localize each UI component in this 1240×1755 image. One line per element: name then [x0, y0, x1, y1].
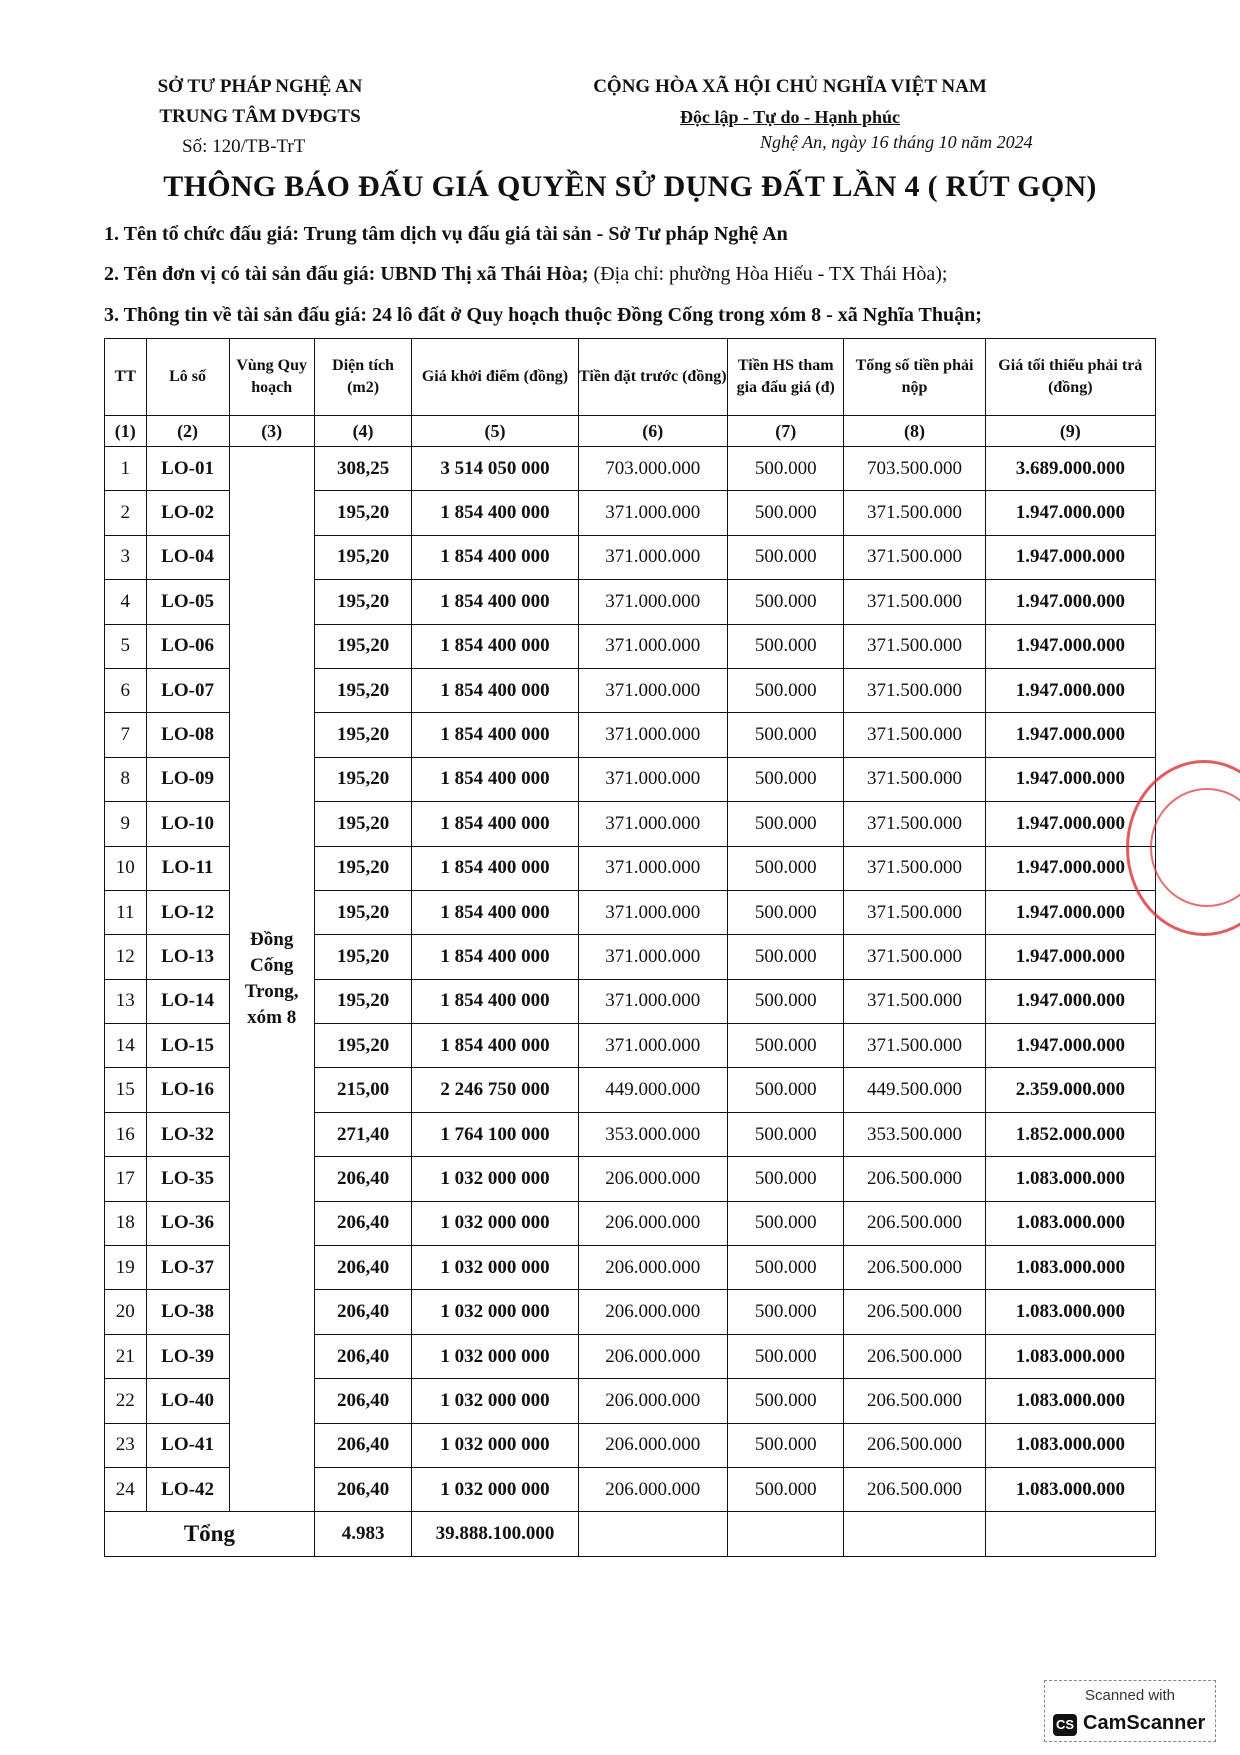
area-cell: 206,40 — [314, 1157, 412, 1201]
minimum-price-cell: 1.947.000.000 — [985, 713, 1155, 757]
lot-number-cell: LO-07 — [146, 668, 229, 712]
minimum-price-cell: 1.947.000.000 — [985, 846, 1155, 890]
col-number: (2) — [146, 416, 229, 447]
area-cell: 271,40 — [314, 1112, 412, 1156]
info-item-1 — [104, 223, 788, 246]
col-header-zone: Vùng Quy hoạch — [229, 339, 314, 416]
column-number-row — [105, 416, 1156, 447]
row-number-cell: 17 — [105, 1157, 147, 1201]
col-number: (4) — [314, 416, 412, 447]
lot-number-cell: LO-41 — [146, 1423, 229, 1467]
lot-number-cell: LO-32 — [146, 1112, 229, 1156]
deposit-cell: 371.000.000 — [578, 802, 728, 846]
col-header-total-pay: Tổng số tiền phải nộp — [844, 339, 985, 416]
total-payable-cell: 371.500.000 — [844, 846, 985, 890]
application-fee-cell: 500.000 — [728, 668, 844, 712]
row-number-cell: 12 — [105, 935, 147, 979]
total-row — [105, 1512, 1156, 1557]
info-item-2-value: (Địa chỉ: phường Hòa Hiếu - TX Thái Hòa); — [593, 263, 948, 285]
col-number: (3) — [229, 416, 314, 447]
info-item-2-label: 2. Tên đơn vị có tài sản đấu giá: UBND Thị xã Thái Hòa; — [104, 263, 589, 285]
start-price-cell: 1 854 400 000 — [412, 846, 578, 890]
minimum-price-cell: 1.083.000.000 — [985, 1157, 1155, 1201]
total-payable-cell: 371.500.000 — [844, 979, 985, 1023]
total-payable-cell: 206.500.000 — [844, 1423, 985, 1467]
zone-cell: Đồng Cống Trong, xóm 8 — [229, 447, 314, 1512]
minimum-price-cell: 3.689.000.000 — [985, 447, 1155, 491]
minimum-price-cell: 1.083.000.000 — [985, 1467, 1155, 1511]
info-item-3 — [104, 304, 982, 327]
area-cell: 206,40 — [314, 1201, 412, 1245]
start-price-cell: 1 032 000 000 — [412, 1246, 578, 1290]
total-empty-cell — [728, 1512, 844, 1557]
application-fee-cell: 500.000 — [728, 979, 844, 1023]
lot-number-cell: LO-42 — [146, 1467, 229, 1511]
application-fee-cell: 500.000 — [728, 1024, 844, 1068]
col-header-tt: TT — [105, 339, 147, 416]
deposit-cell: 703.000.000 — [578, 447, 728, 491]
minimum-price-cell: 2.359.000.000 — [985, 1068, 1155, 1112]
area-cell: 206,40 — [314, 1467, 412, 1511]
doc-number: Số: 120/TB-TrT — [182, 136, 306, 157]
application-fee-cell: 500.000 — [728, 757, 844, 801]
total-payable-cell: 206.500.000 — [844, 1201, 985, 1245]
row-number-cell: 10 — [105, 846, 147, 890]
lot-number-cell: LO-08 — [146, 713, 229, 757]
start-price-cell: 2 246 750 000 — [412, 1068, 578, 1112]
minimum-price-cell: 1.083.000.000 — [985, 1423, 1155, 1467]
area-cell: 195,20 — [314, 580, 412, 624]
deposit-cell: 371.000.000 — [578, 890, 728, 934]
deposit-cell: 371.000.000 — [578, 668, 728, 712]
national-motto: Độc lập - Tự do - Hạnh phúc — [679, 107, 901, 127]
document-title: THÔNG BÁO ĐẤU GIÁ QUYỀN SỬ DỤNG ĐẤT LẦN 4 ( RÚT GỌN) — [163, 170, 1097, 203]
row-number-cell: 11 — [105, 890, 147, 934]
minimum-price-cell: 1.083.000.000 — [985, 1246, 1155, 1290]
deposit-cell: 206.000.000 — [578, 1423, 728, 1467]
total-label: Tổng — [105, 1512, 315, 1557]
application-fee-cell: 500.000 — [728, 1290, 844, 1334]
col-header-fee: Tiền HS tham gia đấu giá (đ) — [728, 339, 844, 416]
total-payable-cell: 371.500.000 — [844, 668, 985, 712]
area-cell: 195,20 — [314, 535, 412, 579]
application-fee-cell: 500.000 — [728, 1112, 844, 1156]
deposit-cell: 353.000.000 — [578, 1112, 728, 1156]
total-empty-cell — [844, 1512, 985, 1557]
total-payable-cell: 371.500.000 — [844, 1024, 985, 1068]
deposit-cell: 206.000.000 — [578, 1334, 728, 1378]
nation-name: CỘNG HÒA XÃ HỘI CHỦ NGHĨA VIỆT NAM — [593, 76, 987, 97]
total-payable-cell: 371.500.000 — [844, 580, 985, 624]
minimum-price-cell: 1.947.000.000 — [985, 491, 1155, 535]
minimum-price-cell: 1.947.000.000 — [985, 624, 1155, 668]
lot-number-cell: LO-39 — [146, 1334, 229, 1378]
total-payable-cell: 703.500.000 — [844, 447, 985, 491]
total-payable-cell: 371.500.000 — [844, 890, 985, 934]
lot-number-cell: LO-38 — [146, 1290, 229, 1334]
minimum-price-cell: 1.947.000.000 — [985, 802, 1155, 846]
application-fee-cell: 500.000 — [728, 535, 844, 579]
application-fee-cell: 500.000 — [728, 802, 844, 846]
lot-number-cell: LO-05 — [146, 580, 229, 624]
info-item-1-label: 1. Tên tổ chức đấu giá: — [104, 223, 299, 245]
row-number-cell: 1 — [105, 447, 147, 491]
application-fee-cell: 500.000 — [728, 1201, 844, 1245]
minimum-price-cell: 1.947.000.000 — [985, 535, 1155, 579]
col-number: (6) — [578, 416, 728, 447]
row-number-cell: 8 — [105, 757, 147, 801]
row-number-cell: 4 — [105, 580, 147, 624]
application-fee-cell: 500.000 — [728, 846, 844, 890]
lot-number-cell: LO-35 — [146, 1157, 229, 1201]
total-payable-cell: 371.500.000 — [844, 713, 985, 757]
total-payable-cell: 206.500.000 — [844, 1379, 985, 1423]
minimum-price-cell: 1.947.000.000 — [985, 890, 1155, 934]
table-header-row — [105, 339, 1156, 416]
camscanner-logo-icon: CS — [1053, 1714, 1077, 1736]
total-payable-cell: 206.500.000 — [844, 1246, 985, 1290]
minimum-price-cell: 1.083.000.000 — [985, 1201, 1155, 1245]
auction-lots-table — [104, 338, 1156, 1557]
area-cell: 195,20 — [314, 802, 412, 846]
deposit-cell: 206.000.000 — [578, 1379, 728, 1423]
start-price-cell: 1 854 400 000 — [412, 1024, 578, 1068]
start-price-cell: 1 854 400 000 — [412, 757, 578, 801]
area-cell: 206,40 — [314, 1246, 412, 1290]
row-number-cell: 3 — [105, 535, 147, 579]
lot-number-cell: LO-15 — [146, 1024, 229, 1068]
minimum-price-cell: 1.852.000.000 — [985, 1112, 1155, 1156]
application-fee-cell: 500.000 — [728, 713, 844, 757]
area-cell: 206,40 — [314, 1379, 412, 1423]
total-payable-cell: 353.500.000 — [844, 1112, 985, 1156]
table-body — [105, 447, 1156, 1512]
total-payable-cell: 371.500.000 — [844, 491, 985, 535]
deposit-cell: 371.000.000 — [578, 713, 728, 757]
start-price-cell: 1 032 000 000 — [412, 1379, 578, 1423]
area-cell: 195,20 — [314, 1024, 412, 1068]
area-cell: 206,40 — [314, 1334, 412, 1378]
application-fee-cell: 500.000 — [728, 1467, 844, 1511]
row-number-cell: 5 — [105, 624, 147, 668]
start-price-cell: 1 854 400 000 — [412, 935, 578, 979]
lot-number-cell: LO-13 — [146, 935, 229, 979]
col-number: (1) — [105, 416, 147, 447]
application-fee-cell: 500.000 — [728, 935, 844, 979]
row-number-cell: 15 — [105, 1068, 147, 1112]
minimum-price-cell: 1.947.000.000 — [985, 979, 1155, 1023]
total-payable-cell: 371.500.000 — [844, 624, 985, 668]
start-price-cell: 1 854 400 000 — [412, 668, 578, 712]
col-number: (7) — [728, 416, 844, 447]
row-number-cell: 2 — [105, 491, 147, 535]
total-payable-cell: 371.500.000 — [844, 802, 985, 846]
area-cell: 215,00 — [314, 1068, 412, 1112]
area-cell: 206,40 — [314, 1290, 412, 1334]
deposit-cell: 371.000.000 — [578, 979, 728, 1023]
start-price-cell: 1 854 400 000 — [412, 580, 578, 624]
start-price-cell: 1 032 000 000 — [412, 1157, 578, 1201]
col-header-min-price: Giá tối thiểu phải trả (đồng) — [985, 339, 1155, 416]
row-number-cell: 24 — [105, 1467, 147, 1511]
start-price-cell: 1 032 000 000 — [412, 1201, 578, 1245]
area-cell: 195,20 — [314, 668, 412, 712]
start-price-cell: 1 854 400 000 — [412, 491, 578, 535]
start-price-cell: 1 032 000 000 — [412, 1467, 578, 1511]
row-number-cell: 14 — [105, 1024, 147, 1068]
info-item-3-label: 3. Thông tin về tài sản đấu giá: 24 lô đất ở Quy hoạch thuộc Đồng Cống trong xóm 8 - xã Nghĩa Thuận; — [104, 304, 982, 326]
minimum-price-cell: 1.947.000.000 — [985, 668, 1155, 712]
application-fee-cell: 500.000 — [728, 1246, 844, 1290]
lot-number-cell: LO-11 — [146, 846, 229, 890]
area-cell: 195,20 — [314, 491, 412, 535]
scanner-watermark-line1: Scanned with — [1084, 1687, 1176, 1704]
lot-number-cell: LO-14 — [146, 979, 229, 1023]
deposit-cell: 206.000.000 — [578, 1201, 728, 1245]
total-empty-cell — [985, 1512, 1155, 1557]
start-price-cell: 1 854 400 000 — [412, 979, 578, 1023]
issuing-org-block — [130, 72, 390, 162]
col-header-area: Diện tích (m2) — [314, 339, 412, 416]
col-header-deposit: Tiền đặt trước (đồng) — [578, 339, 728, 416]
minimum-price-cell: 1.083.000.000 — [985, 1334, 1155, 1378]
start-price-cell: 1 854 400 000 — [412, 802, 578, 846]
start-price-cell: 1 854 400 000 — [412, 713, 578, 757]
total-area: 4.983 — [314, 1512, 412, 1557]
info-item-1-value: Trung tâm dịch vụ đấu giá tài sản - Sở Tư pháp Nghệ An — [303, 223, 788, 245]
deposit-cell: 371.000.000 — [578, 535, 728, 579]
application-fee-cell: 500.000 — [728, 447, 844, 491]
deposit-cell: 449.000.000 — [578, 1068, 728, 1112]
application-fee-cell: 500.000 — [728, 624, 844, 668]
row-number-cell: 7 — [105, 713, 147, 757]
row-number-cell: 13 — [105, 979, 147, 1023]
application-fee-cell: 500.000 — [728, 1157, 844, 1201]
deposit-cell: 206.000.000 — [578, 1157, 728, 1201]
area-cell: 195,20 — [314, 757, 412, 801]
application-fee-cell: 500.000 — [728, 1379, 844, 1423]
minimum-price-cell: 1.083.000.000 — [985, 1379, 1155, 1423]
lot-number-cell: LO-02 — [146, 491, 229, 535]
row-number-cell: 18 — [105, 1201, 147, 1245]
start-price-cell: 1 854 400 000 — [412, 624, 578, 668]
org-line-1: SỞ TƯ PHÁP NGHỆ AN — [157, 76, 363, 97]
total-payable-cell: 206.500.000 — [844, 1290, 985, 1334]
col-number: (9) — [985, 416, 1155, 447]
scanner-watermark — [1044, 1680, 1216, 1742]
application-fee-cell: 500.000 — [728, 1334, 844, 1378]
area-cell: 195,20 — [314, 846, 412, 890]
deposit-cell: 206.000.000 — [578, 1246, 728, 1290]
total-payable-cell: 371.500.000 — [844, 757, 985, 801]
lot-number-cell: LO-04 — [146, 535, 229, 579]
national-header-block — [540, 72, 1040, 132]
row-number-cell: 6 — [105, 668, 147, 712]
lot-number-cell: LO-01 — [146, 447, 229, 491]
scanner-watermark-brand: CamScanner — [1083, 1712, 1206, 1734]
info-item-2 — [104, 263, 947, 286]
row-number-cell: 19 — [105, 1246, 147, 1290]
application-fee-cell: 500.000 — [728, 1068, 844, 1112]
minimum-price-cell: 1.947.000.000 — [985, 757, 1155, 801]
minimum-price-cell: 1.947.000.000 — [985, 935, 1155, 979]
lot-number-cell: LO-06 — [146, 624, 229, 668]
total-start-price: 39.888.100.000 — [412, 1512, 578, 1557]
total-payable-cell: 206.500.000 — [844, 1467, 985, 1511]
area-cell: 195,20 — [314, 890, 412, 934]
start-price-cell: 1 032 000 000 — [412, 1290, 578, 1334]
area-cell: 195,20 — [314, 979, 412, 1023]
application-fee-cell: 500.000 — [728, 890, 844, 934]
start-price-cell: 1 032 000 000 — [412, 1423, 578, 1467]
row-number-cell: 9 — [105, 802, 147, 846]
minimum-price-cell: 1.947.000.000 — [985, 1024, 1155, 1068]
row-number-cell: 23 — [105, 1423, 147, 1467]
total-payable-cell: 449.500.000 — [844, 1068, 985, 1112]
start-price-cell: 1 032 000 000 — [412, 1334, 578, 1378]
col-header-start-price: Giá khởi điểm (đồng) — [412, 339, 578, 416]
total-payable-cell: 206.500.000 — [844, 1334, 985, 1378]
total-empty-cell — [578, 1512, 728, 1557]
application-fee-cell: 500.000 — [728, 580, 844, 624]
row-number-cell: 20 — [105, 1290, 147, 1334]
total-payable-cell: 206.500.000 — [844, 1157, 985, 1201]
deposit-cell: 206.000.000 — [578, 1467, 728, 1511]
org-line-2: TRUNG TÂM DVĐGTS — [159, 106, 361, 127]
deposit-cell: 371.000.000 — [578, 757, 728, 801]
col-number: (8) — [844, 416, 985, 447]
deposit-cell: 371.000.000 — [578, 935, 728, 979]
total-payable-cell: 371.500.000 — [844, 935, 985, 979]
deposit-cell: 371.000.000 — [578, 624, 728, 668]
deposit-cell: 206.000.000 — [578, 1290, 728, 1334]
lot-number-cell: LO-09 — [146, 757, 229, 801]
area-cell: 206,40 — [314, 1423, 412, 1467]
deposit-cell: 371.000.000 — [578, 846, 728, 890]
area-cell: 308,25 — [314, 447, 412, 491]
lot-number-cell: LO-40 — [146, 1379, 229, 1423]
start-price-cell: 1 764 100 000 — [412, 1112, 578, 1156]
lot-number-cell: LO-37 — [146, 1246, 229, 1290]
application-fee-cell: 500.000 — [728, 1423, 844, 1467]
row-number-cell: 16 — [105, 1112, 147, 1156]
area-cell: 195,20 — [314, 713, 412, 757]
area-cell: 195,20 — [314, 935, 412, 979]
start-price-cell: 3 514 050 000 — [412, 447, 578, 491]
start-price-cell: 1 854 400 000 — [412, 890, 578, 934]
deposit-cell: 371.000.000 — [578, 1024, 728, 1068]
lot-number-cell: LO-10 — [146, 802, 229, 846]
minimum-price-cell: 1.083.000.000 — [985, 1290, 1155, 1334]
issue-date: Nghệ An, ngày 16 tháng 10 năm 2024 — [760, 132, 1033, 152]
deposit-cell: 371.000.000 — [578, 580, 728, 624]
row-number-cell: 21 — [105, 1334, 147, 1378]
total-payable-cell: 371.500.000 — [844, 535, 985, 579]
col-header-lot: Lô số — [146, 339, 229, 416]
col-number: (5) — [412, 416, 578, 447]
application-fee-cell: 500.000 — [728, 491, 844, 535]
table-row — [105, 447, 1156, 491]
lot-number-cell: LO-16 — [146, 1068, 229, 1112]
area-cell: 195,20 — [314, 624, 412, 668]
start-price-cell: 1 854 400 000 — [412, 535, 578, 579]
row-number-cell: 22 — [105, 1379, 147, 1423]
deposit-cell: 371.000.000 — [578, 491, 728, 535]
minimum-price-cell: 1.947.000.000 — [985, 580, 1155, 624]
lot-number-cell: LO-12 — [146, 890, 229, 934]
lot-number-cell: LO-36 — [146, 1201, 229, 1245]
